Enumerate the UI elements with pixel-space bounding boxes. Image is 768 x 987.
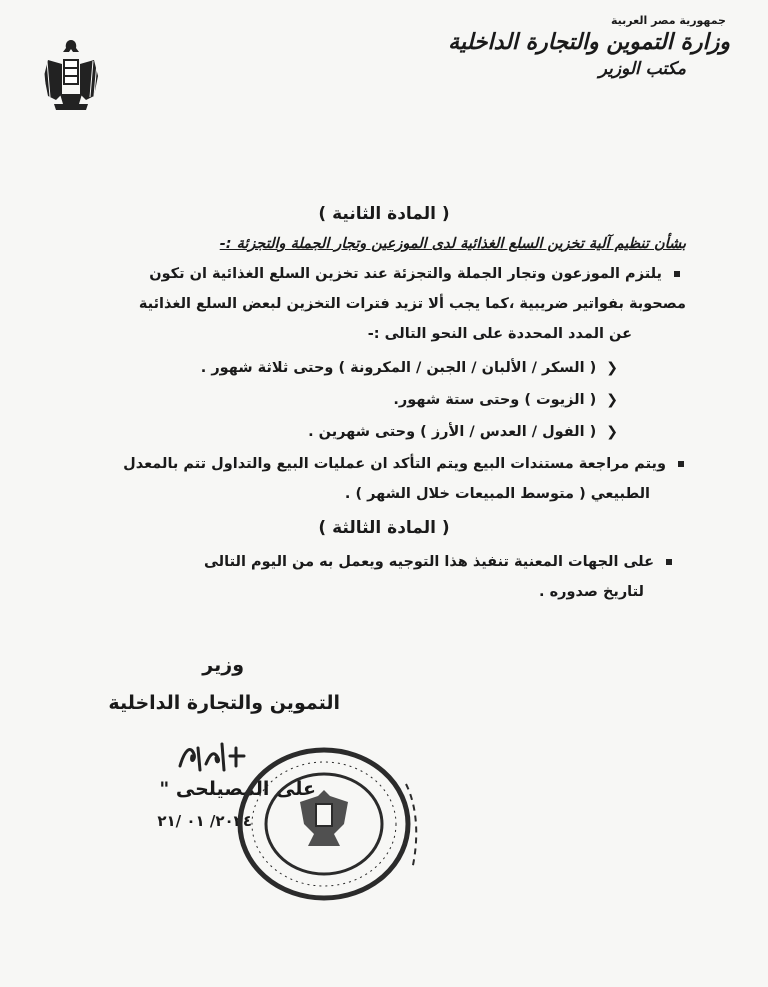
chevron-left-icon: ❮ — [606, 360, 618, 376]
republic-label: جمهورية مصر العربية — [611, 14, 726, 27]
list-item: ❮( السكر / الألبان / الجبن / المكرونة ) وحتى ثلاثة شهور . — [200, 360, 618, 376]
chevron-left-icon: ❮ — [606, 424, 618, 440]
signature-title1: وزير — [202, 654, 244, 676]
office-label: مكتب الوزير — [598, 59, 686, 79]
article2-para1-line1: يلتزم الموزعون وتجار الجملة والتجزئة عند تخزين السلع الغذائية ان تكون — [149, 266, 680, 282]
official-seal-stamp — [236, 744, 426, 902]
article2-para1-line3: عن المدد المحددة على النحو التالى :- — [367, 326, 632, 342]
article2-para2-line1: ويتم مراجعة مستندات البيع ويتم التأكد ان عمليات البيع والتداول تتم بالمعدل — [123, 456, 684, 472]
signature-title2: التموين والتجارة الداخلية — [108, 692, 340, 714]
square-bullet-icon — [678, 461, 684, 467]
article3-para-line2: لتاريخ صدوره . — [539, 584, 644, 600]
list-item: ❮( الزيوت ) وحتى ستة شهور. — [393, 392, 618, 408]
signature-date: ٢٠٢٤/ ٠١ /٢١ — [157, 812, 252, 830]
minister-name: على المصيلحى " — [159, 778, 316, 800]
letterhead — [448, 14, 730, 81]
list-item: ❮( الفول / العدس / الأرز ) وحتى شهرين . — [308, 424, 618, 440]
article2-para1-line2: مصحوبة بفواتير ضريبية ،كما يجب ألا تزيد فترات التخزين لبعض السلع الغذائية — [138, 296, 686, 312]
article3-para-line1: على الجهات المعنية تنفيذ هذا التوجيه ويعمل به من اليوم التالى — [204, 554, 672, 570]
article2-heading: ( المادة الثانية ) — [318, 204, 450, 224]
article2-subtitle: بشأن تنظيم آلية تخزين السلع الغذائية لدى الموزعين وتجار الجملة والتجزئة :- — [219, 236, 686, 252]
square-bullet-icon — [674, 271, 680, 277]
ministry-name: وزارة التموين والتجارة الداخلية — [448, 29, 730, 55]
eagle-emblem-icon — [40, 36, 102, 116]
article2-para2-line2: الطبيعي ( متوسط المبيعات خلال الشهر ) . — [344, 486, 650, 502]
square-bullet-icon — [666, 559, 672, 565]
article3-heading: ( المادة الثالثة ) — [318, 518, 450, 538]
chevron-left-icon: ❮ — [606, 392, 618, 408]
